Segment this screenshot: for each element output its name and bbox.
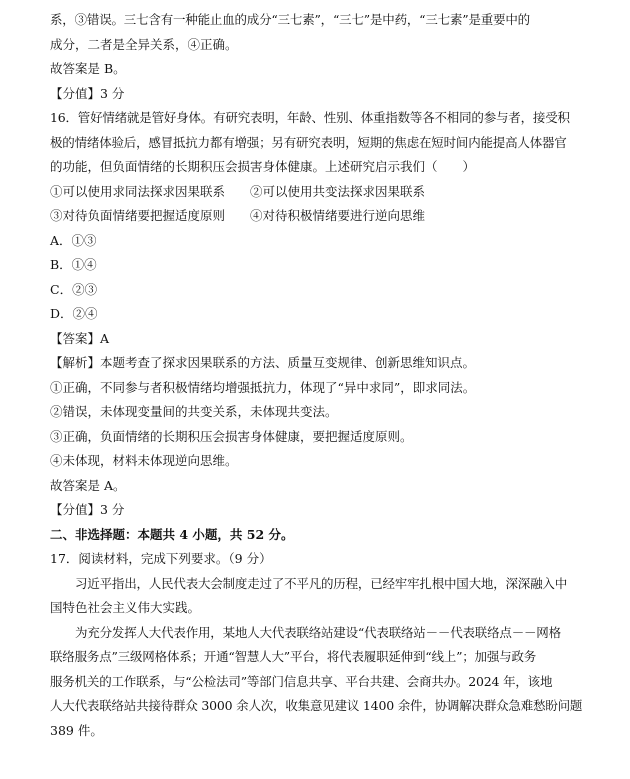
material-line: 服务机关的工作联系，与“公检法司”等部门信息共享、平台共建、会商共办。2024 年，该地 (50, 673, 553, 689)
text-line: 成分，二者是全异关系，④正确。 (50, 36, 238, 52)
analysis-line: ②错误，未体现变量间的共变关系，未体现共变法。 (50, 404, 338, 419)
statement-line: ①可以使用求同法探求因果联系 ②可以使用共变法探求因果联系 (50, 183, 426, 199)
score-line: 【分值】3 分 (50, 85, 125, 101)
material-line: 联络服务点”三级网格体系；开通“智慧人大”平台，将代表履职延伸到“线上”；加强与政务 (50, 649, 537, 664)
material-line: 为充分发挥人大代表作用，某地人大代表联络站建设“代表联络站－－代表联络点－－网格 (75, 624, 561, 640)
score-line: 【分值】3 分 (50, 502, 125, 517)
answer-label: 【答案】A (50, 330, 110, 346)
option-c: C．②③ (50, 281, 98, 297)
option-b: B．①④ (50, 257, 97, 272)
analysis-line: ①正确，不同参与者积极情绪均增强抵抗力，体现了“异中求同”，即求同法。 (50, 379, 476, 395)
question-16-line: 极的情绪体验后，感冒抵抗力都有增强；另有研究表明，短期的焦虑在短时间内能提高人体器官 (50, 134, 567, 150)
option-a: A．①③ (50, 232, 97, 248)
option-d: D．②④ (50, 306, 98, 321)
question-16-line: 的功能，但负面情绪的长期积压会损害身体健康。上述研究启示我们（ ） (50, 159, 476, 174)
material-line: 人大代表联络站共接待群众 3000 余人次，收集意见建议 1400 余件，协调解决群众急难愁盼问题 (50, 698, 583, 713)
analysis-line: ④未体现，材料未体现逆向思维。 (50, 453, 238, 468)
document-page (50, 8, 590, 743)
text-line: 系，③错误。三七含有一种能止血的成分“三七素”，“三七”是中药，“三七素”是重要中的 (50, 12, 530, 27)
material-line: 国特色社会主义伟大实践。 (50, 600, 201, 615)
statement-line: ③对待负面情绪要把握适度原则 ④对待积极情绪要进行逆向思维 (50, 208, 426, 223)
answer-line: 故答案是 B。 (50, 61, 126, 76)
answer-line: 故答案是 A。 (50, 477, 126, 493)
question-17-title: 17．阅读材料，完成下列要求。（9 分） (50, 551, 272, 566)
analysis-line: ③正确，负面情绪的长期积压会损害身体健康，要把握适度原则。 (50, 428, 413, 444)
analysis-line: 【解析】本题考查了探求因果联系的方法、质量互变规律、创新思维知识点。 (50, 355, 476, 370)
question-16-line: 16．管好情绪就是管好身体。有研究表明，年龄、性别、体重指数等各不相同的参与者，接受积 (50, 110, 570, 125)
section-heading: 二、非选择题：本题共 4 小题，共 52 分。 (50, 526, 294, 542)
material-line: 习近平指出，人民代表大会制度走过了不平凡的历程，已经牢牢扎根中国大地，深深融入中 (75, 575, 568, 591)
material-line: 389 件。 (50, 722, 103, 738)
